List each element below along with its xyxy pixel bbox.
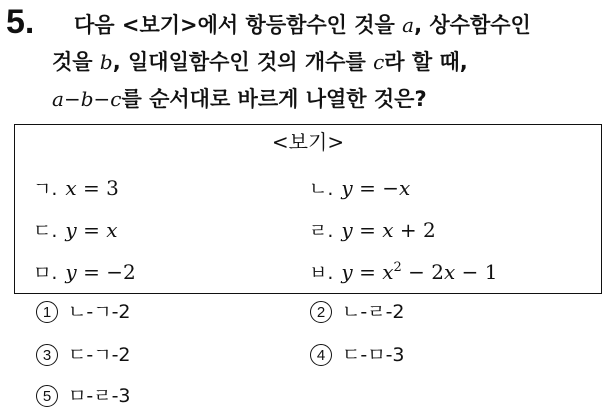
- item-expression: y = x: [65, 218, 118, 242]
- choice-text: ㄷ-ㄱ-2: [68, 344, 131, 366]
- item-label: ㄴ.: [309, 178, 334, 200]
- choice-5[interactable]: [36, 383, 131, 409]
- question-number: 5.: [6, 3, 35, 41]
- question-line-3: [52, 85, 427, 113]
- example-item-bieup: [309, 259, 497, 286]
- item-label: ㄹ.: [309, 220, 334, 242]
- question-text: 라 할 때,: [384, 50, 468, 74]
- minus-sign: −: [63, 87, 81, 111]
- choice-text: ㄷ-ㅁ-3: [342, 344, 405, 366]
- choice-number-circle: 3: [36, 344, 58, 366]
- choice-text: ㄴ-ㄹ-2: [342, 301, 405, 323]
- choice-number-circle: 1: [36, 301, 58, 323]
- variable-b: b: [99, 50, 113, 74]
- item-label: ㄱ.: [33, 178, 58, 200]
- item-label: ㅂ.: [309, 262, 334, 284]
- example-item-giyeok: [33, 175, 119, 202]
- example-item-digeut: [33, 217, 117, 244]
- question-text: , 상수함수인: [414, 13, 531, 37]
- variable-a: a: [52, 87, 64, 111]
- question-text: 것을: [52, 50, 100, 74]
- item-expression: y = x + 2: [341, 218, 436, 242]
- choice-4[interactable]: [310, 342, 405, 368]
- item-label: ㄷ.: [33, 220, 58, 242]
- choice-3[interactable]: [36, 342, 131, 368]
- example-item-nieun: [309, 175, 410, 202]
- variable-c: c: [110, 87, 122, 111]
- item-label: ㅁ.: [33, 262, 58, 284]
- choice-text: ㄴ-ㄱ-2: [68, 301, 131, 323]
- example-box-title: <보기>: [271, 130, 345, 154]
- item-expression: $y = x^2 - 2x - 1$: [341, 260, 498, 284]
- question-line-1: [74, 11, 531, 39]
- question-line-2: [52, 48, 468, 76]
- item-expression: y = −2: [65, 260, 136, 284]
- item-expression: x = 3: [65, 176, 119, 200]
- minus-sign: −: [93, 87, 111, 111]
- choice-text: ㅁ-ㄹ-3: [68, 385, 131, 407]
- question-text: 다음 <보기>에서 항등함수인 것을: [74, 13, 403, 37]
- variable-b: b: [80, 87, 94, 111]
- example-item-mieum: [33, 259, 136, 286]
- choice-number-circle: 2: [310, 301, 332, 323]
- example-item-rieul: [309, 217, 436, 244]
- choice-1[interactable]: [36, 299, 131, 325]
- choice-number-circle: 4: [310, 344, 332, 366]
- choice-number-circle: 5: [36, 385, 58, 407]
- variable-a: a: [402, 13, 415, 37]
- question-text: , 일대일함수인 것의 개수를: [112, 50, 374, 74]
- variable-c: c: [373, 50, 385, 74]
- choice-2[interactable]: [310, 299, 405, 325]
- example-box: [14, 124, 602, 294]
- question-text: 를 순서대로 바르게 나열한 것은?: [121, 87, 427, 111]
- item-expression: y = −x: [341, 176, 411, 200]
